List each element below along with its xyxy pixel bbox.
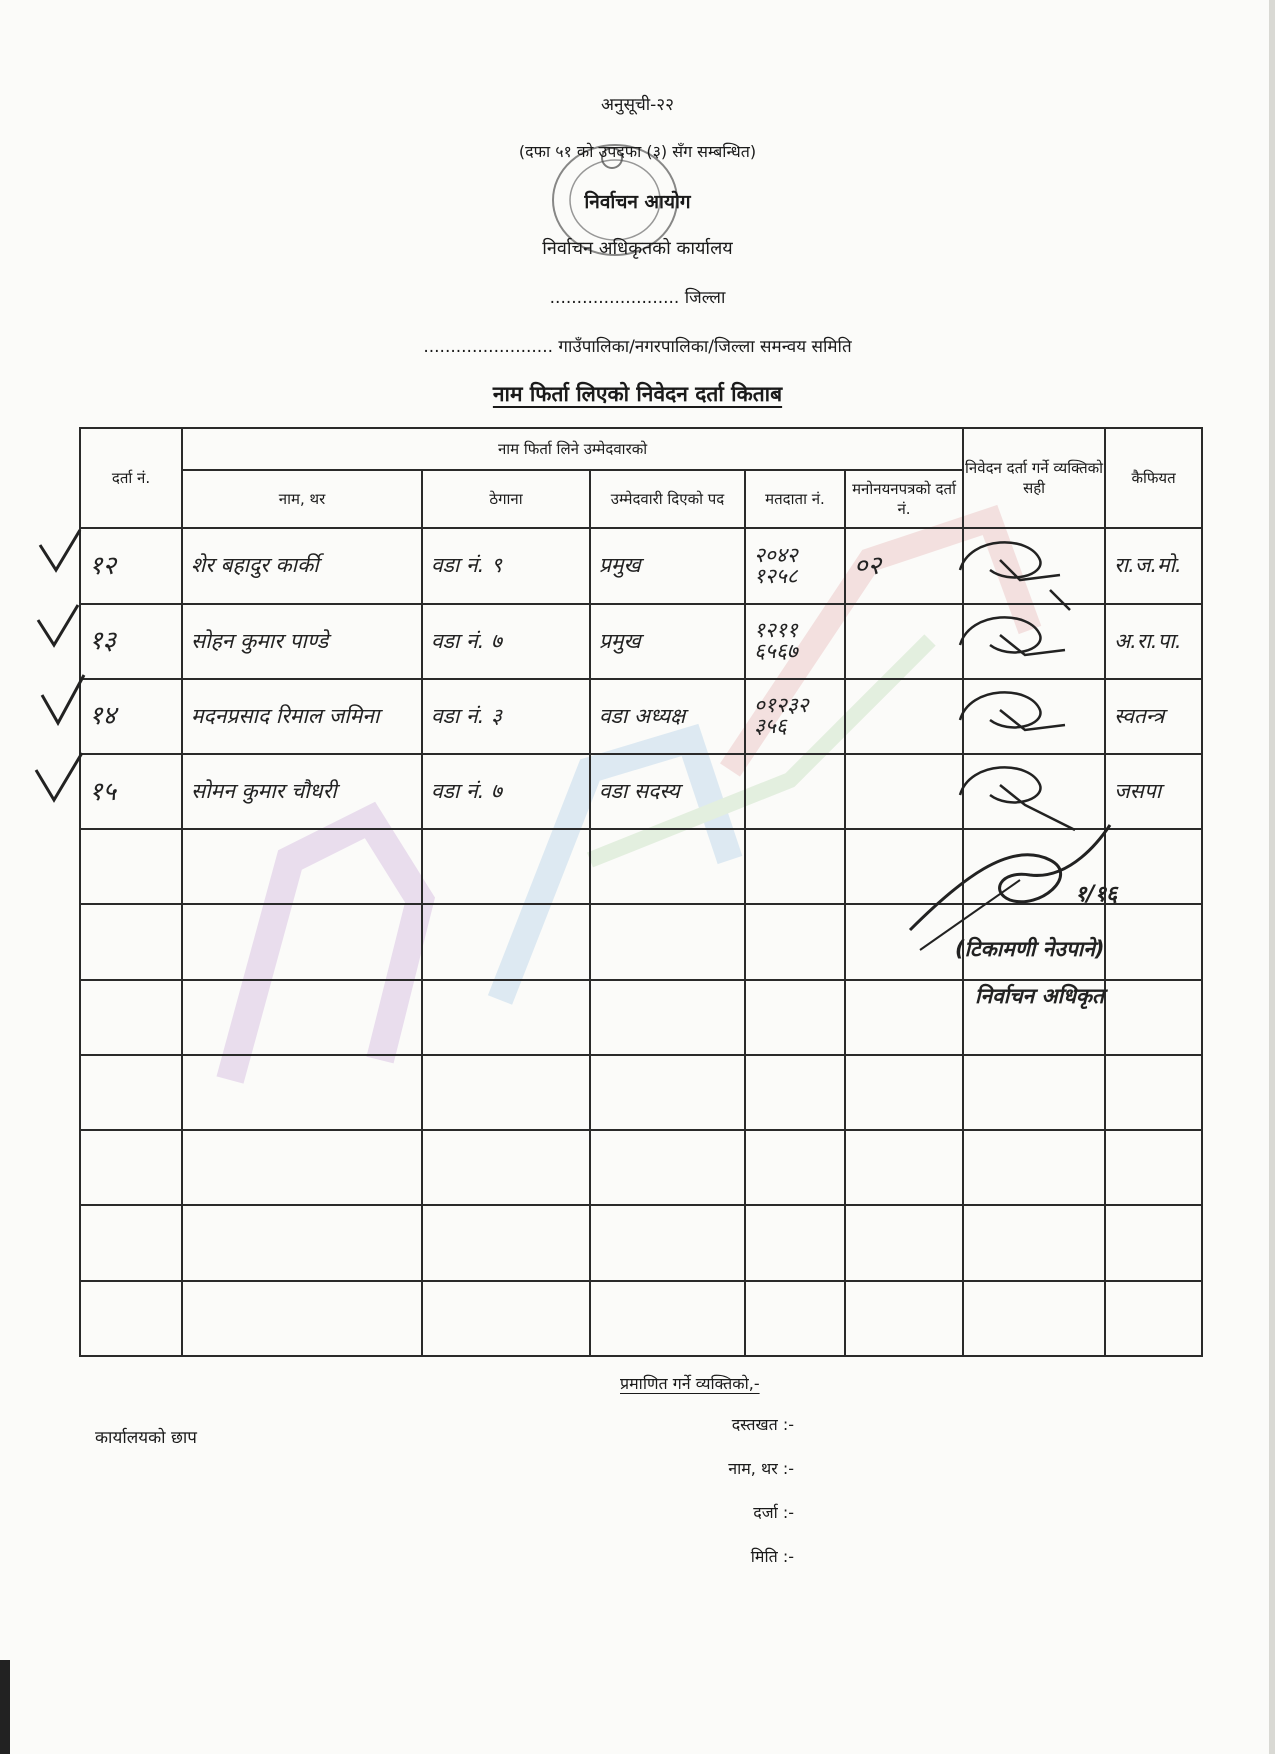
cell-name: सोहन कुमार पाण्डे (182, 604, 422, 679)
cell-voter-no: १२११ ६५६७ (745, 604, 845, 679)
empty-row (80, 1205, 1202, 1280)
rank-label: दर्जा :- (753, 1503, 794, 1522)
officer-designation: निर्वाचन अधिकृत (975, 984, 1105, 1008)
header-voter-no: मतदाता नं. (745, 470, 845, 528)
cell-name: सोमन कुमार चौधरी (182, 754, 422, 829)
cell-reg-no: १४ (80, 679, 182, 754)
cell-nomination-no (845, 679, 963, 754)
district-line: ........................ जिल्ला (549, 288, 726, 308)
local-body-line: ........................ गाउँपालिका/नगरपालिका/जिल्ला समन्वय समिति (423, 337, 852, 357)
empty-row (80, 1281, 1202, 1356)
cell-address: वडा नं. ७ (422, 754, 590, 829)
cell-voter-no: २०४२ १२५८ (745, 528, 845, 603)
header-nomination-no: मनोनयनपत्रको दर्ता नं. (845, 470, 963, 528)
officer-name: (टिकामणी नेउपाने) (955, 937, 1105, 961)
cell-reg-no: १२ (80, 528, 182, 603)
date-label: मिति :- (750, 1547, 794, 1566)
header-remarks: कैफियत (1105, 428, 1202, 528)
scan-edge-right (1269, 0, 1275, 1754)
cell-post: वडा सदस्य (590, 754, 745, 829)
office-name: निर्वाचन अधिकृतको कार्यालय (542, 238, 733, 259)
cell-reg-no: १३ (80, 604, 182, 679)
header-candidate-group: नाम फिर्ता लिने उम्मेदवारको (182, 428, 963, 470)
cell-name: शेर बहादुर कार्की (182, 528, 422, 603)
section-reference: (दफा ५१ को उपदफा (३) सँग सम्बन्धित) (518, 142, 757, 161)
cell-post: वडा अध्यक्ष (590, 679, 745, 754)
officer-date: १/१६ (1075, 882, 1118, 907)
page-title: नाम फिर्ता लिएको निवेदन दर्ता किताब (492, 382, 783, 406)
header-name: नाम, थर (182, 470, 422, 528)
cell-reg-no: १५ (80, 754, 182, 829)
cell-remarks: जसपा (1105, 754, 1202, 829)
empty-row (80, 1130, 1202, 1205)
cell-post: प्रमुख (590, 604, 745, 679)
cell-post: प्रमुख (590, 528, 745, 603)
applicant-signature (950, 530, 1090, 840)
cell-nomination-no (845, 604, 963, 679)
header-reg-no: दर्ता नं. (80, 428, 182, 528)
office-stamp-label: कार्यालयको छाप (95, 1428, 197, 1448)
cell-voter-no: ०१२३२ ३५६ (745, 679, 845, 754)
commission-name: निर्वाचन आयोग (584, 191, 691, 213)
scan-edge (0, 1660, 10, 1754)
cell-address: वडा नं. ३ (422, 679, 590, 754)
schedule-number: अनुसूची-२२ (601, 95, 674, 115)
cell-remarks: रा.ज.मो. (1105, 528, 1202, 603)
empty-row (80, 1055, 1202, 1130)
cell-nomination-no (845, 754, 963, 829)
cell-nomination-no: ०२ (845, 528, 963, 603)
cell-voter-no (745, 754, 845, 829)
header-address: ठेगाना (422, 470, 590, 528)
name-label: नाम, थर :- (728, 1459, 794, 1478)
cell-name: मदनप्रसाद रिमाल जमिना (182, 679, 422, 754)
cell-address: वडा नं. ९ (422, 528, 590, 603)
cell-remarks: स्वतन्त्र (1105, 679, 1202, 754)
attest-heading: प्रमाणित गर्ने व्यक्तिको,- (620, 1374, 760, 1393)
cell-remarks: अ.रा.पा. (1105, 604, 1202, 679)
header-post: उम्मेदवारी दिएको पद (590, 470, 745, 528)
header-applicant-sign: निवेदन दर्ता गर्ने व्यक्तिको सही (963, 428, 1105, 528)
tick-marks (28, 525, 98, 835)
cell-address: वडा नं. ७ (422, 604, 590, 679)
signature-label: दस्तखत :- (731, 1415, 794, 1434)
